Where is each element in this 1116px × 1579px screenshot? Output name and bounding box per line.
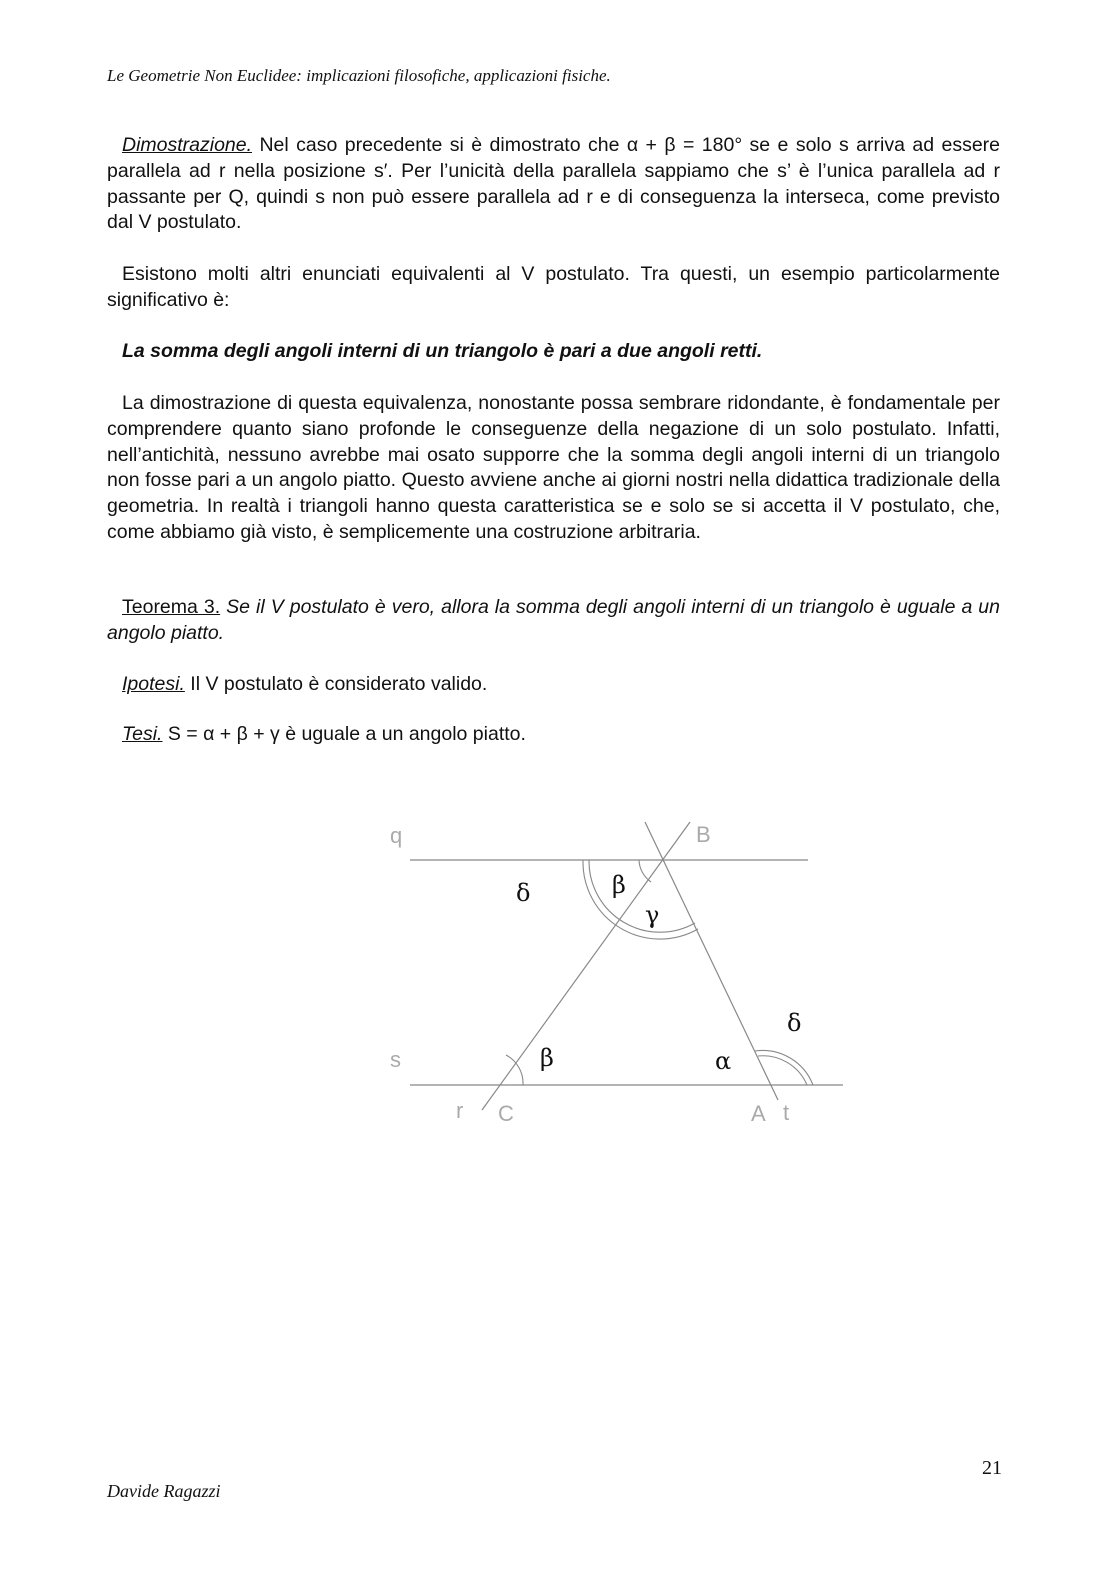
label-beta-bottom: β bbox=[540, 1044, 554, 1072]
dimostrazione-text: Nel caso precedente si è dimostrato che α + β = 180° se e solo s arriva ad essere parallela ad r nella posizione s′. Per l’unicità della parallela sappiamo che s’ è l’unica parallela ad r passante per Q, quindi s non può essere parallela ad r e di conseguenza la interseca, come previsto dal V postulato. bbox=[107, 134, 1000, 234]
paragraph-dimostrazione-equivalenza bbox=[107, 391, 1000, 546]
paragraph-esistono bbox=[107, 262, 1000, 314]
tesi-text: S = α + β + γ è uguale a un angolo piatto. bbox=[162, 723, 526, 745]
label-delta-top: δ bbox=[516, 879, 531, 907]
arc-delta-inner bbox=[758, 1056, 807, 1085]
equivalenza-text: La dimostrazione di questa equivalenza, nonostante possa sembrare ridondante, è fondamentale per comprendere quanto siano profonde le conseguenze della negazione di un solo postulato. Infatti, nell’antichità, nessuno avrebbe mai osato supporre che la somma degli angoli interni di un triangolo non fosse pari a un angolo piatto. Questo avviene anche ai giorni nostri nella didattica tradizionale della geometria. In realtà i triangoli hanno questa caratteristica se e solo se si accetta il V postulato, che, come abbiamo già visto, è semplicemente una costruzione arbitraria. bbox=[107, 392, 1000, 543]
teorema-label: Teorema 3. bbox=[122, 596, 221, 618]
label-t: t bbox=[783, 1100, 790, 1125]
side-BA bbox=[645, 822, 778, 1100]
ipotesi-label: Ipotesi. bbox=[122, 673, 185, 695]
teorema-text: Se il V postulato è vero, allora la somma degli angoli interni di un triangolo è uguale a un angolo piatto. bbox=[107, 596, 1000, 644]
running-header: Le Geometrie Non Euclidee: implicazioni filosofiche, applicazioni fisiche. bbox=[107, 66, 611, 85]
esistono-text: Esistono molti altri enunciati equivalenti al V postulato. Tra questi, un esempio particolarmente significativo è: bbox=[107, 263, 1000, 311]
label-beta-top: β bbox=[612, 871, 626, 899]
label-A: A bbox=[751, 1101, 766, 1126]
paragraph-enunciato bbox=[107, 339, 1000, 365]
side-CB bbox=[482, 822, 690, 1110]
label-s: s bbox=[390, 1047, 401, 1072]
label-C: C bbox=[498, 1101, 514, 1126]
tesi-label: Tesi. bbox=[122, 723, 163, 745]
label-r: r bbox=[456, 1098, 464, 1123]
label-alpha: α bbox=[715, 1047, 732, 1075]
triangle-figure bbox=[380, 810, 860, 1140]
paragraph-dimostrazione bbox=[107, 133, 1000, 236]
paragraph-ipotesi bbox=[107, 672, 1000, 698]
dimostrazione-label: Dimostrazione. bbox=[122, 134, 253, 156]
enunciato-text: La somma degli angoli interni di un triangolo è pari a due angoli retti. bbox=[122, 340, 763, 362]
label-delta-right: δ bbox=[787, 1009, 802, 1037]
paragraph-teorema bbox=[107, 595, 1000, 647]
label-q: q bbox=[390, 823, 403, 848]
arc-beta-bottom bbox=[506, 1055, 523, 1085]
author-footer: Davide Ragazzi bbox=[107, 1481, 221, 1501]
label-B: B bbox=[696, 822, 711, 847]
ipotesi-text: Il V postulato è considerato valido. bbox=[184, 673, 488, 695]
label-gamma: γ bbox=[645, 901, 660, 929]
paragraph-tesi bbox=[107, 722, 1000, 748]
page-number: 21 bbox=[982, 1457, 1002, 1479]
